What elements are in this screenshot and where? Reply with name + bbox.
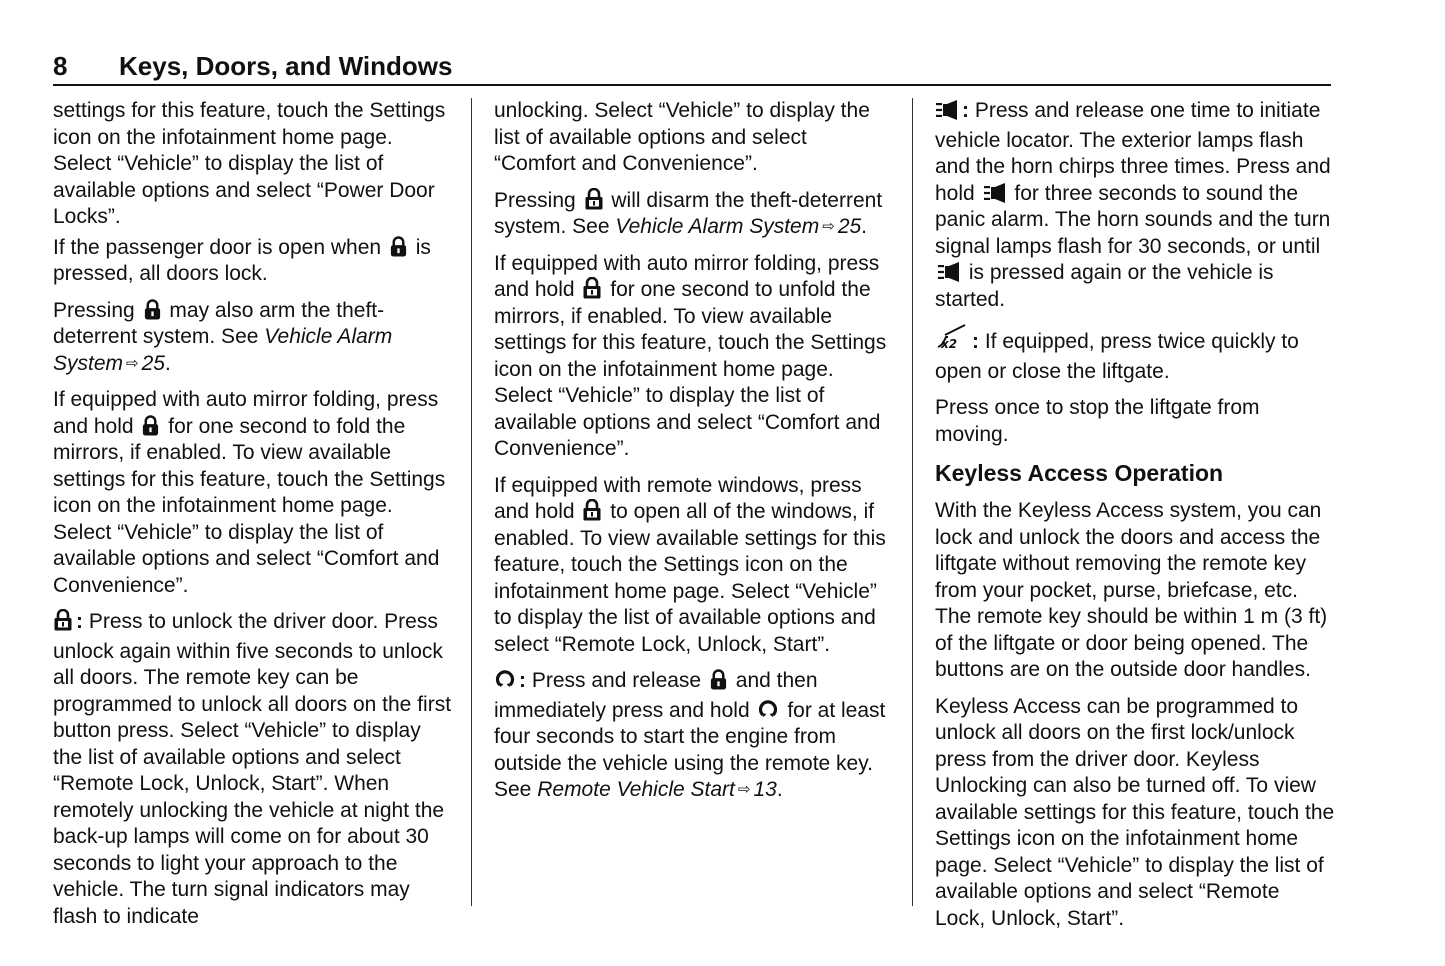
page-header (53, 50, 1331, 86)
vehicle-locator-icon (935, 100, 959, 128)
text: Press to unlock the driver door. Press unlock again within five seconds to unlock all doors. The remote key can be programmed to unlock all doors on the first button press. Select “Vehicle” to display the list of available options and select “Remote Lock, Unlock, Start”. When remotely unlocking the vehicle at night the back-up lamps will come on for about 30 seconds to light your approach to the vehicle. The turn signal indicators may flash to indicate (53, 610, 452, 928)
lock-icon (709, 669, 728, 690)
paragraph (494, 188, 894, 241)
text: Pressing (53, 298, 135, 322)
page-number: 8 (53, 51, 68, 81)
paragraph (494, 668, 894, 804)
text: Press and release (531, 669, 702, 692)
page-arrow-icon: ⇨ (126, 354, 139, 372)
paragraph: unlocking. Select “Vehicle” to display the list of available options and select “Comfort and Convenience”. (494, 99, 870, 175)
paragraph (494, 473, 894, 659)
label-colon: : (519, 669, 526, 692)
text: . (164, 351, 171, 375)
paragraph (53, 298, 453, 378)
column-1 (53, 98, 453, 940)
column-2 (494, 98, 894, 814)
page-reference[interactable]: 25 (141, 351, 165, 375)
cross-reference-link[interactable]: Vehicle Alarm System (615, 215, 820, 238)
paragraph: settings for this feature, touch the Settings icon on the infotainment home page. Select “Vehicle” to display the list of available options and select “Power Door Locks”. (53, 99, 446, 228)
label-colon: : (76, 610, 83, 633)
paragraph: Keyless Access can be programmed to unlock all doors on the first lock/unlock press from the driver door. Keyless Unlocking can also be turned off. To view available settings for this feature, touch the Settings icon on the infotainment home page. Select “Vehicle” to display the list of available options and select “Remote Lock, Unlock, Start”. (935, 694, 1335, 930)
text: . (776, 778, 783, 801)
text: for three seconds to sound the panic alarm. The horn sounds and the turn signal lamps flash for 30 seconds, or until (935, 181, 1331, 258)
paragraph: Press once to stop the liftgate from moving. (935, 396, 1260, 446)
page-arrow-icon: ⇨ (737, 781, 751, 798)
text: is pressed again or the vehicle is started. (935, 261, 1274, 311)
paragraph (494, 251, 894, 463)
unlock-icon (53, 609, 73, 639)
text: may also arm the theft-deterrent system. See (53, 298, 385, 348)
text: Press and release one time to initiate vehicle locator. The exterior lamps flash and the horn chirps three times. Press and hold (935, 99, 1331, 205)
text: will disarm the theft-deterrent system. See (494, 188, 883, 238)
cross-reference-link[interactable]: Vehicle Alarm System (53, 325, 393, 375)
text: for one second to fold the mirrors, if enabled. To view available settings for this feature, touch the Settings icon on the infotainment home page. Select “Vehicle” to display the list of available options and select “Comfort and Convenience”. (53, 414, 446, 597)
text: for at least four seconds to start the engine from outside the vehicle using the remote key. See (494, 698, 886, 801)
lock-icon (389, 236, 408, 257)
lock-icon (143, 299, 162, 320)
text: . (861, 215, 868, 238)
paragraph (935, 98, 1335, 313)
text: If equipped, press twice quickly to open or close the liftgate. (935, 330, 1299, 383)
section-title: Keys, Doors, and Windows (119, 51, 453, 81)
cross-reference-link[interactable]: Remote Vehicle Start (537, 778, 735, 801)
page-reference[interactable]: 13 (753, 778, 777, 801)
remote-start-icon (494, 668, 516, 698)
unlock-icon (584, 188, 604, 210)
paragraph (53, 387, 453, 599)
liftgate-icon (935, 323, 969, 359)
column-divider (912, 98, 913, 906)
column-divider (471, 98, 472, 906)
text: and then immediately press and hold (494, 669, 818, 722)
text: is pressed, all doors lock. (53, 235, 431, 285)
unlock-icon (582, 499, 602, 521)
subsection-heading: Keyless Access Operation (935, 460, 1224, 486)
unlock-icon (582, 277, 602, 299)
text: If the passenger door is open when (53, 235, 382, 259)
paragraph: With the Keyless Access system, you can lock and unlock the doors and access the liftgate without removing the remote key from your pocket, purse, briefcase, etc. The remote key should be within 1 m (3 ft) of the liftgate or door being opened. The buttons are on the outside door handles. (935, 499, 1328, 681)
column-3 (935, 98, 1335, 942)
paragraph (935, 323, 1335, 385)
vehicle-locator-icon (937, 262, 961, 282)
text: If equipped with auto mirror folding, press and hold (53, 388, 439, 438)
page-reference[interactable]: 25 (837, 215, 862, 238)
paragraph (53, 235, 453, 288)
paragraph (53, 609, 453, 930)
text: to open all of the windows, if enabled. To view available settings for this feature, touch the Settings icon on the infotainment home page. Select “Vehicle” to display the list of available options and select “Remote Lock, Unlock, Start”. (494, 500, 886, 656)
text: If equipped with auto mirror folding, press and hold (494, 251, 880, 301)
text: Pressing (494, 188, 576, 212)
remote-start-icon (757, 698, 779, 720)
label-colon: : (972, 330, 979, 353)
text: for one second to unfold the mirrors, if enabled. To view available settings for this feature, touch the Settings icon on the infotainment home page. Select “Vehicle” to display the list of available options and select “Comfort and Convenience”. (494, 278, 887, 460)
label-colon: : (962, 99, 969, 122)
lock-icon (141, 415, 160, 436)
vehicle-locator-icon (983, 183, 1007, 203)
page-arrow-icon: ⇨ (822, 218, 835, 235)
text: If equipped with remote windows, press and hold (494, 473, 862, 523)
